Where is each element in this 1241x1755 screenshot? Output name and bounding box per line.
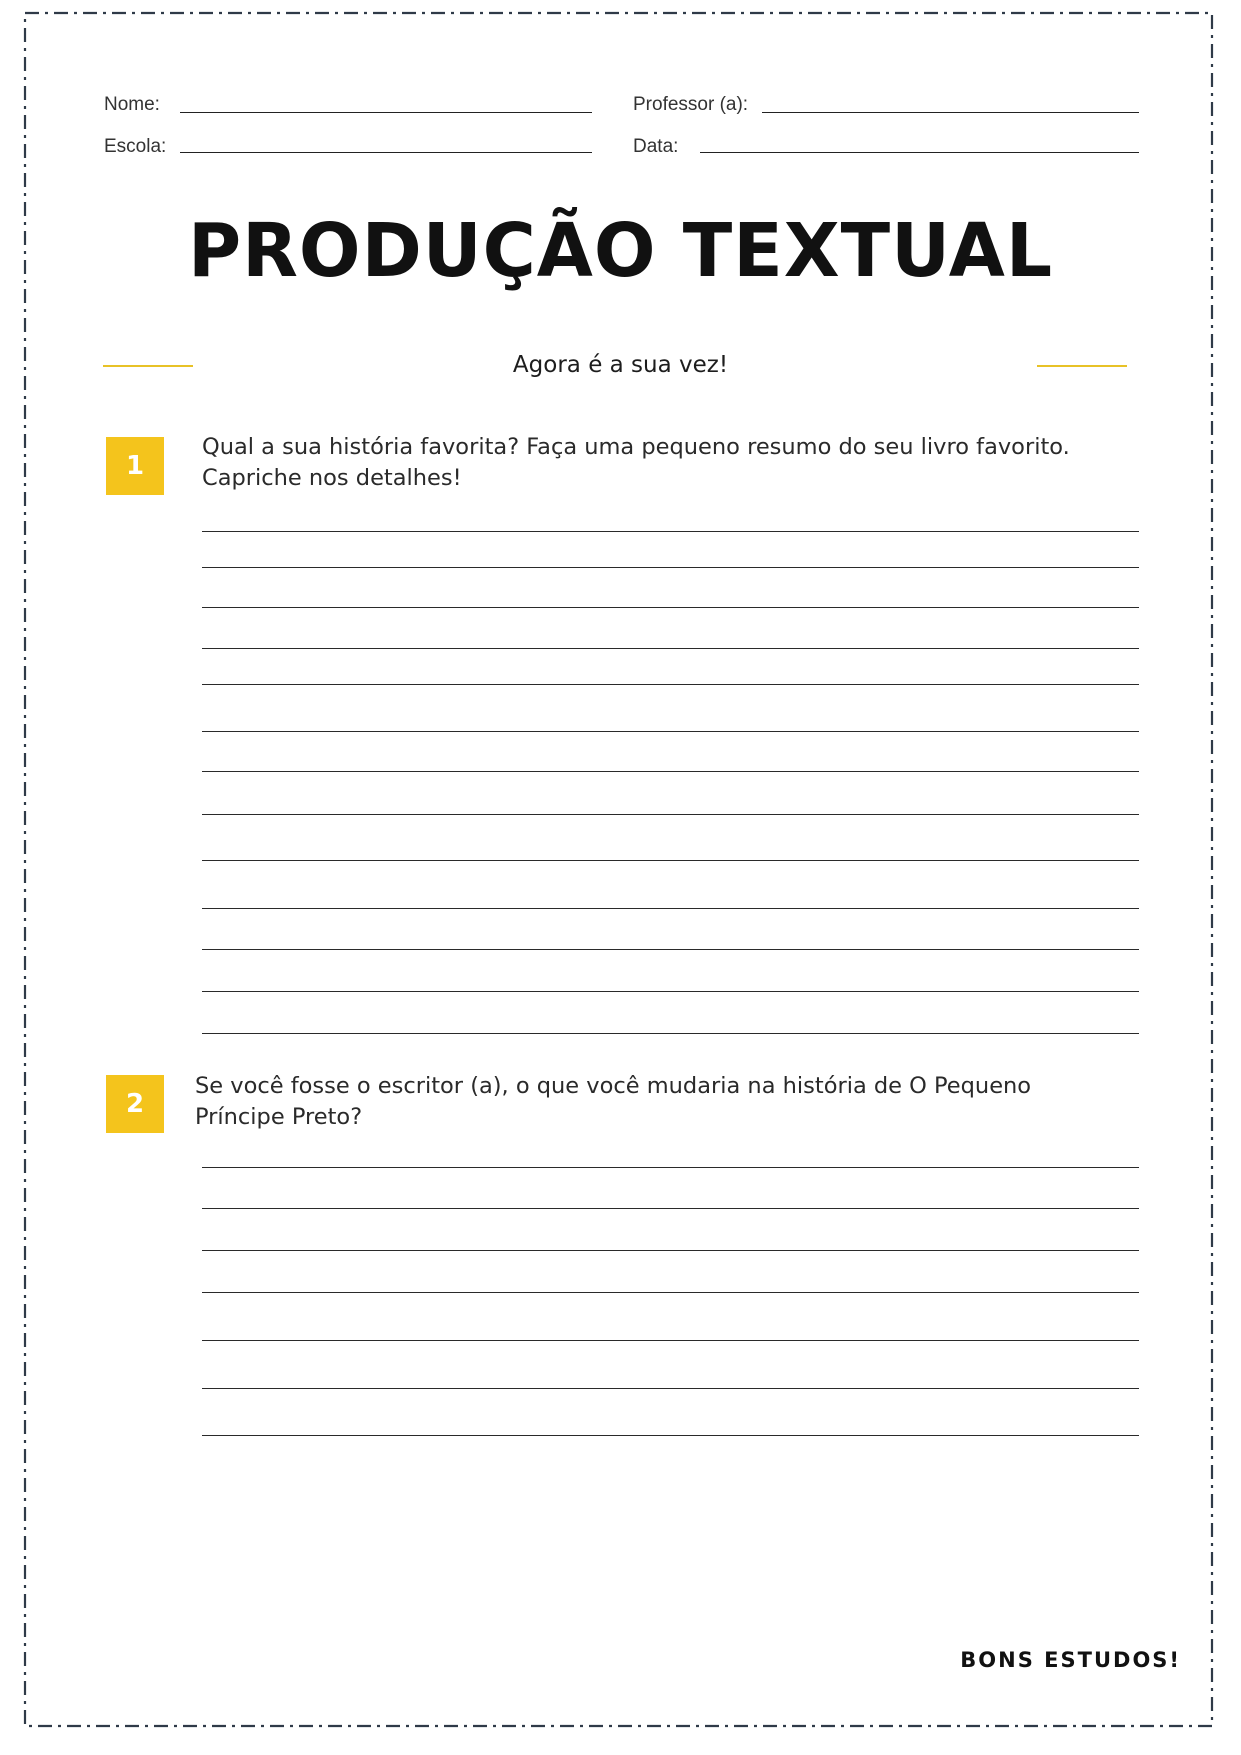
answer-line[interactable] bbox=[202, 567, 1139, 568]
school-field[interactable] bbox=[180, 152, 592, 153]
answer-line[interactable] bbox=[202, 731, 1139, 732]
name-label: Nome: bbox=[104, 94, 160, 115]
answer-line[interactable] bbox=[202, 1250, 1139, 1251]
question-number-badge: 2 bbox=[106, 1075, 164, 1133]
answer-line[interactable] bbox=[202, 1340, 1139, 1341]
question-line: Capriche nos detalhes! bbox=[202, 465, 462, 491]
accent-line-right bbox=[1037, 365, 1127, 367]
name-field[interactable] bbox=[180, 112, 592, 113]
answer-line[interactable] bbox=[202, 1388, 1139, 1389]
teacher-label: Professor (a): bbox=[633, 94, 749, 115]
question-text bbox=[202, 432, 1070, 494]
answer-line[interactable] bbox=[202, 1167, 1139, 1168]
question-line: Príncipe Preto? bbox=[195, 1104, 363, 1130]
answer-line[interactable] bbox=[202, 860, 1139, 861]
footer-text: BONS ESTUDOS! bbox=[960, 1648, 1181, 1672]
answer-line[interactable] bbox=[202, 648, 1139, 649]
date-label: Data: bbox=[633, 136, 679, 157]
date-field[interactable] bbox=[700, 152, 1139, 153]
answer-line[interactable] bbox=[202, 607, 1139, 608]
answer-line[interactable] bbox=[202, 949, 1139, 950]
answer-line[interactable] bbox=[202, 991, 1139, 992]
page-title: PRODUÇÃO TEXTUAL bbox=[187, 208, 1054, 294]
answer-line[interactable] bbox=[202, 531, 1139, 532]
answer-line[interactable] bbox=[202, 814, 1139, 815]
subtitle: Agora é a sua vez! bbox=[512, 352, 729, 378]
question-text bbox=[195, 1071, 1031, 1133]
answer-line[interactable] bbox=[202, 1292, 1139, 1293]
school-label: Escola: bbox=[104, 136, 167, 157]
question-number-badge: 1 bbox=[106, 437, 164, 495]
answer-line[interactable] bbox=[202, 908, 1139, 909]
answer-line[interactable] bbox=[202, 1208, 1139, 1209]
question-line: Se você fosse o escritor (a), o que você mudaria na história de O Pequeno bbox=[195, 1073, 1032, 1099]
answer-line[interactable] bbox=[202, 1033, 1139, 1034]
teacher-field[interactable] bbox=[762, 112, 1139, 113]
answer-line[interactable] bbox=[202, 1435, 1139, 1436]
answer-line[interactable] bbox=[202, 771, 1139, 772]
question-line: Qual a sua história favorita? Faça uma pequeno resumo do seu livro favorito. bbox=[202, 434, 1070, 460]
answer-line[interactable] bbox=[202, 684, 1139, 685]
